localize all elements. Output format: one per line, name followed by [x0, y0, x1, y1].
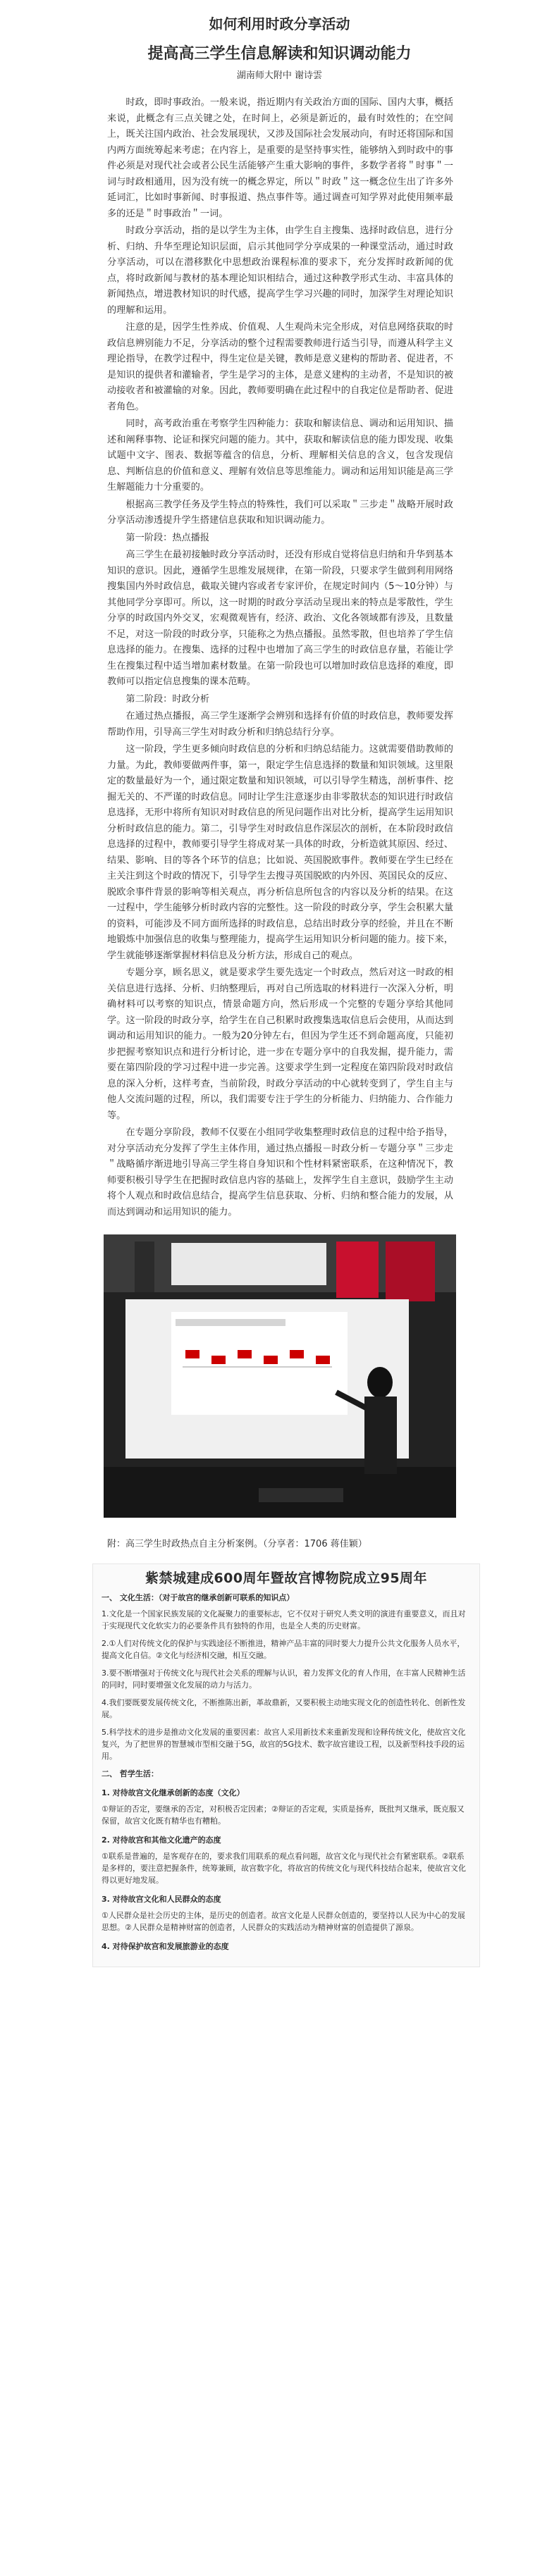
paragraph: 同时，高考政治重在考察学生四种能力：获取和解读信息、调动和运用知识、描述和阐释事物、论证和探究问题的能力。其中，获取和解读信息的能力即发现、收集试题中文字、图表、数据等蕴含的信息，分析、理解相关信息的含义，包含发现信息、判断信息的价值和意义、理解有效信息等思维能力。调动和运用知识能是高三学生解题能力十分重要的。	[107, 419, 453, 493]
case-sub-block	[102, 1893, 471, 1933]
paragraph: 高三学生在最初接触时政分享活动时，还没有形成自觉将信息归纳和升华到基本知识的意识。因此，遵循学生思维发展规律，在第一阶段，只要求学生做到利用网络搜集国内外时政信息，截取关键内容或者专家评价，在规定时间内（5～10分钟）与其他同学分享即可。所以，这一时期的时政分享活动呈现出来的特点是零散性，学生分享的时政国内外交叉，宏观微观皆有，经济、政治、文化各领域都有涉及，且数量不足，对这一阶段的时政分享，只能称之为热点播报。虽然零散，但也培养了学生信息选择的能力。在搜集、选择的过程中也增加了高三学生的时政信息存量，若能让学生在搜集过程中适当增加素材数量。在第一阶段也可以增加时政信息选择的难度，即教师可以指定信息搜集的课本范畴。	[107, 550, 453, 687]
case-section-label: 一、 文化生活：（对于故宫的继承创新可联系的知识点）	[102, 1593, 295, 1602]
case-item: 3.要不断增强对于传统文化与现代社会关系的理解与认识，着力发挥文化的育人作用，在丰富人民精神生活的同时，同时要增强文化发展的动力与活力。	[102, 1668, 466, 1690]
case-sub-heading: 2. 对待故宫和其他文化遗产的态度	[102, 1835, 221, 1845]
paragraph: 这一阶段，学生更多倾向时政信息的分析和归纳总结能力。这就需要借助教师的力量。为此，教师要做两件事，第一，限定学生信息选择的数量和知识领域。这里限定的数量最好为一个，通过限定数量和知识领域，可以引导学生精选，剖析事件、挖掘无关的、不严谨的时政信息。同时让学生注意逐步由非零散状态的知识进行时政信息选择，无形中将所有知识对时政信息的所见问题作出对比分析，提高学生运用知识分析时政信息的能力。第二，引导学生对时政信息作深层次的剖析，在本阶段时政信息选择的过程中，教师要引导学生将成对某一具体的时政，分析造就其原因、经过、结果、影响、目的等各个环节的信息；比如说、英国脱欧事件。教师要在学生已经在主关注到这个时政的情况下，引导学生去搜寻英国脱欧的内外因、英国民众的反应、脱欧余事件背景的影响等相关观点，再分析信息所包含的内容以及分析的结果。在这一过程中，学生能够分析时政内容的完整性。这一阶段的时政分享，学生会积累大量的资料，可能涉及不同方面所选择的时政信息，总结出时政分享的经验，并且在不断地锻炼中加强信息的收集与整理能力，提高学生运用知识分析问题的能力。接下来，学生就能够逐渐掌握材料信息及分析方法，形成自己的观点。	[107, 744, 453, 961]
case-box	[92, 1563, 480, 1967]
case-sub-block	[102, 1834, 471, 1886]
appendix-caption: 附：高三学生时政热点自主分析案例。（分享者：1706 蒋佳颖）	[107, 1539, 367, 1549]
case-item: 4.我们要既要发展传统文化，不断推陈出新，革故鼎新，又要积极主动地实现文化的创造性转化、创新性发展。	[102, 1698, 466, 1719]
case-sub-block	[102, 1787, 471, 1827]
paragraph: 在专题分享阶段，教师不仅要在小组同学收集整理时政信息的过程中给予指导，对分享活动充分发挥了学生主体作用，通过热点播报－时政分析－专题分享＂三步走＂战略循序渐进地引导高三学生将自身知识和个性材料紧密联系，在这种情况下，教师要积极引导学生在把握时政信息内容的基础上，发挥学生自主意识，鼓励学生主动将个人观点和时政信息结合，提高学生信息获取、分析、归纳和整合能力的发展，从而达到调动和运用知识的能力。	[107, 1127, 453, 1218]
article-body	[0, 95, 559, 1220]
case-item: ①辩证的否定，要继承的否定，对积极否定因素；②辩证的否定观，实质是扬弃，既批判又继承，既克服又保留，故宫文化既有精华也有糟粕。	[102, 1804, 465, 1826]
case-sub-block	[102, 1940, 471, 1952]
case-item: 2.①人们对传统文化的保护与实践途径不断推进，精神产品丰富的同时要大力提升公共文化服务人员水平，提高文化自信。②文化与经济相交融，相互交融。	[102, 1639, 465, 1660]
case-title: 紫禁城建成600周年暨故宫博物院成立95周年	[145, 1571, 428, 1586]
case-sub-heading: 3. 对待故宫文化和人民群众的态度	[102, 1895, 221, 1904]
section-label: 第一阶段：热点播报	[125, 532, 210, 543]
case-item: 5.科学技术的进步是推动文化发展的重要因素：故宫人采用新技术来重新发现和诠释传统文化，使故宫文化复兴，为了把世界的智慧城市型相交融于5G，故宫的5G技术、数字故宫建设工程，以及新型科技手段的运用。	[102, 1728, 466, 1761]
case-section-label: 二、 哲学生活：	[102, 1769, 159, 1778]
author-line: 湖南师大附中 谢诗雲	[236, 70, 323, 81]
paragraph: 在通过热点播报，高三学生逐渐学会辨别和选择有价值的时政信息，教师要发挥帮助作用，引导高三学生对时政分析和归纳总结行分享。	[107, 711, 453, 738]
case-item: 1.文化是一个国家民族发展的文化凝聚力的重要标志，它不仅对于研究人类文明的演进有重要意义，而且对于实现现代文化软实力的必要条件具有独特的作用，也是全人类的历史财富。	[102, 1609, 466, 1630]
case-item: ①联系是普遍的，是客观存在的，要求我们用联系的观点看问题，故宫文化与现代社会有紧密联系。②联系是多样的，要注意把握条件，统筹兼顾，故宫数字化，将故宫的传统文化与现代科技结合起来，使故宫文化得以更好地发展。	[102, 1852, 466, 1885]
paragraph: 注意的是，因学生性养成、价值观、人生观尚未完全形成，对信息网络获取的时政信息辨别能力不足，分享活动的整个过程需要教师进行适当引导，而遵从科学主义理论指导，在教学过程中，得生定位是关键，教师是意义建构的帮助者、促进者，不是知识的提供者和灌输者，学生是学习的主体，是意义建构的主动者，不是知识的被动接收者和被灌输的对象。因此，教师要明确在此过程中的自我定位是帮助者、促进者角色。	[107, 322, 453, 412]
article-subtitle: 提高高三学生信息解读和知识调动能力	[147, 45, 412, 63]
paragraph: 专题分享，顾名思义，就是要求学生要先选定一个时政点，然后对这一时政的相关信息进行选择、分析、归纳整理后，再对自己所选取的材料进行一次深入分析，明确材料可以考察的知识点，情景命题方向，然后形成一个完整的专题分享给其他同学。这一阶段的时政分享，给学生在自己积累时政搜集选取信息后会使用，从而达到调动和运用知识的能力。一般为20分钟左右，但因为学生还不到命题高度，只能初步把握考察知识点和进行分析讨论，进一步在专题分享中的自我发掘，提升能力，需要在第四阶段的学习过程中进一步完善。这要求学生到一定程度在第四阶段对时政信息的深入分析，这样考查，当前阶段，时政分享活动的中心就转变到了，学生自主与他人交流问题的过程，所以，我们需要专注于学生的分析能力、归纳能力、合作能力等。	[107, 967, 453, 1121]
paragraph: 时政，即时事政治。一般来说，指近期内有关政治方面的国际、国内大事，概括来说，此概念有三点关键之处，在时间上，必须是新近的，最有时效性的；在空间上，既关注国内政治、社会发展现状，又涉及国际社会发展动向，有时还将国际和国内两方面统筹起来考虑；在内容上，是重要的是坚持事实性，能够纳入到时政中的事件必须是对现代社会或者公民生活能够产生重大影响的事件，多数学者将＂时事＂一词与时政相通用，因为没有统一的概念界定，所以＂时政＂这一概念位生出了许多外延词汇，比如时事新闻、时事报道、热点事件等。通过调查可知学界对此使用频率最多的还是＂时事政治＂一词。	[107, 97, 453, 219]
section-label: 第二阶段：时政分析	[125, 693, 210, 705]
case-item: ①人民群众是社会历史的主体，是历史的创造者。故宫文化是人民群众创造的，要坚持以人民为中心的发展思想。②人民群众是精神财富的创造者，人民群众的实践活动为精神财富的创造提供了源泉。	[102, 1911, 465, 1932]
classroom-photo	[104, 1234, 456, 1518]
case-sub-heading: 1. 对待故宫文化继承创新的态度（文化）	[102, 1788, 245, 1797]
paragraph: 根据高三教学任务及学生特点的特殊性，我们可以采取＂三步走＂战略开展时政分享活动渗透提升学生搭建信息获取和知识调动能力。	[107, 499, 453, 526]
case-sub-heading: 4. 对待保护故宫和发展旅游业的态度	[102, 1942, 229, 1951]
classroom-photo-drawing	[104, 1234, 456, 1518]
paragraph: 时政分享活动，指的是以学生为主体，由学生自主搜集、选择时政信息，进行分析、归纳、升华至理论知识层面，启示其他同学分享成果的一种课堂活动，通过时政分享活动，可以在潜移默化中思想政治课程标准的要求下，充分发挥时政新闻的优点，将时政新闻与教材的基本理论知识相结合，通过这种教学形式生动、丰富具体的新闻热点，增进教材知识的时代感，提高学生学习兴趣的同时，加深学生对理论知识的理解和运用。	[107, 225, 453, 316]
page-title: 如何利用时政分享活动	[209, 16, 350, 32]
